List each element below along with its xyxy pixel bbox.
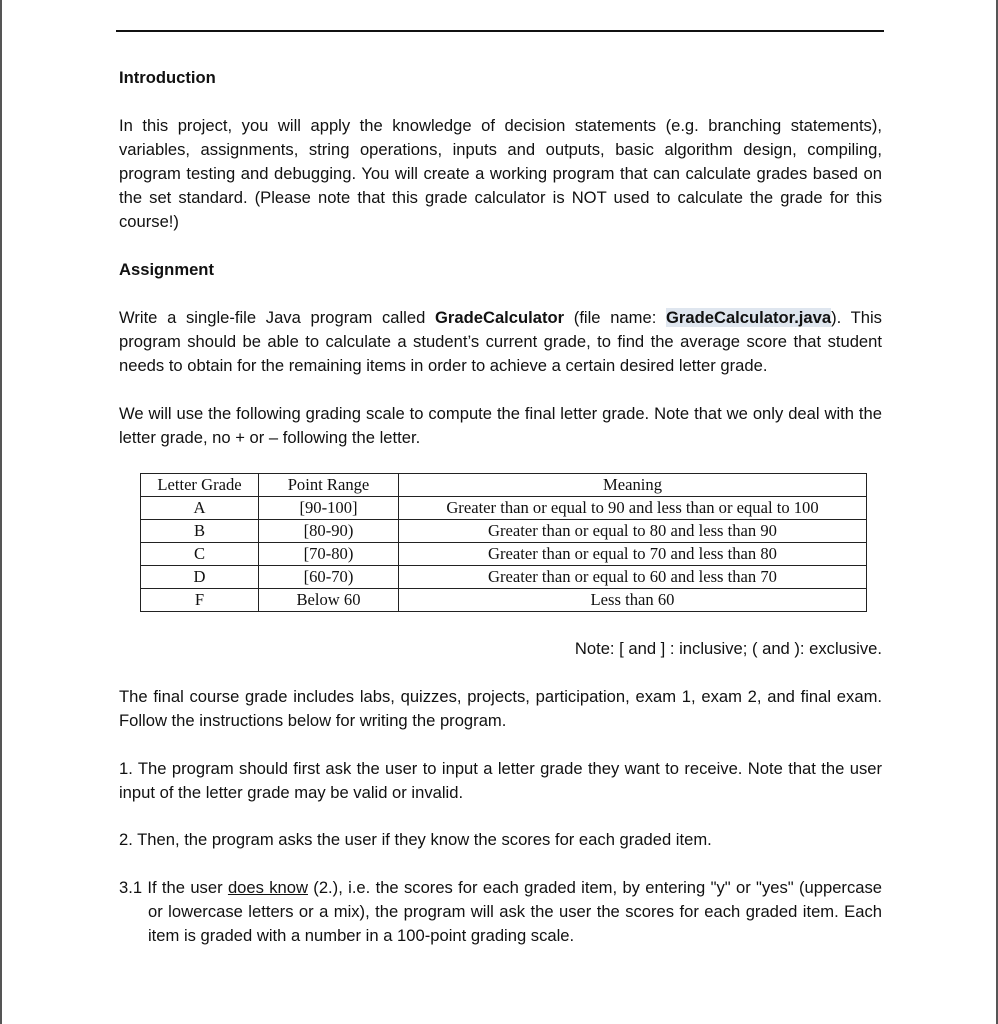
file-name: GradeCalculator.java bbox=[666, 308, 832, 327]
grading-scale-paragraph: We will use the following grading scale to compute the final letter grade. Note that we only deal with the letter grade, no + or – following the letter. bbox=[119, 404, 882, 447]
header-letter-grade: Letter Grade bbox=[141, 474, 259, 497]
header-meaning: Meaning bbox=[399, 474, 867, 497]
does-know-underlined: does know bbox=[227, 878, 308, 897]
meaning-cell: Greater than or equal to 60 and less than 70 bbox=[399, 566, 867, 589]
step-1: 1. The program should first ask the user to input a letter grade they want to receive. Note that the user input of the letter grade may be valid or invalid. bbox=[119, 759, 882, 802]
inclusive-exclusive-note: Note: [ and ] : inclusive; ( and ): exclusive. bbox=[574, 639, 882, 658]
program-name: GradeCalculator bbox=[435, 308, 565, 327]
step-3-1-rest: (2.), i.e. the scores for each graded item, by entering "y" or "yes" (uppercase or lowercase letters or a mix), the program will ask the user the scores for each graded item. Each item is graded with a number in a 100-point grading scale. bbox=[148, 878, 882, 945]
range-cell: [60-70) bbox=[259, 566, 399, 589]
table-row bbox=[141, 520, 867, 543]
meaning-cell: Greater than or equal to 90 and less than or equal to 100 bbox=[399, 497, 867, 520]
range-cell: [90-100] bbox=[259, 497, 399, 520]
final-grade-paragraph: The final course grade includes labs, quizzes, projects, participation, exam 1, exam 2, and final exam. Follow the instructions below for writing the program. bbox=[119, 687, 882, 730]
range-cell: Below 60 bbox=[259, 589, 399, 612]
letter-cell: C bbox=[141, 543, 259, 566]
step-3-1-prefix: 3.1 If the user bbox=[119, 878, 228, 897]
letter-cell: D bbox=[141, 566, 259, 589]
assignment-text-mid: (file name: bbox=[564, 308, 666, 327]
meaning-cell: Greater than or equal to 80 and less than 90 bbox=[399, 520, 867, 543]
letter-cell: A bbox=[141, 497, 259, 520]
table-row bbox=[141, 497, 867, 520]
letter-cell: F bbox=[141, 589, 259, 612]
header-point-range: Point Range bbox=[259, 474, 399, 497]
introduction-heading: Introduction bbox=[119, 68, 216, 87]
assignment-text-start: Write a single-file Java program called bbox=[119, 308, 435, 327]
table-header-row bbox=[141, 474, 867, 497]
meaning-cell: Less than 60 bbox=[399, 589, 867, 612]
step-2: 2. Then, the program asks the user if they know the scores for each graded item. bbox=[119, 830, 712, 849]
table-row bbox=[141, 566, 867, 589]
assignment-heading: Assignment bbox=[119, 260, 214, 279]
range-cell: [80-90) bbox=[259, 520, 399, 543]
step-3-1 bbox=[119, 876, 882, 948]
assignment-paragraph bbox=[119, 306, 882, 378]
top-rule bbox=[116, 30, 884, 32]
introduction-paragraph: In this project, you will apply the knowledge of decision statements (e.g. branching statements), variables, assignments, string operations, inputs and outputs, basic algorithm design, compiling, program testing and debugging. You will create a working program that can calculate grades based on the set standard. (Please note that this grade calculator is NOT used to calculate the grade for this course!) bbox=[119, 116, 882, 231]
letter-cell: B bbox=[141, 520, 259, 543]
grading-scale-table bbox=[140, 473, 867, 612]
document-content bbox=[119, 66, 882, 948]
meaning-cell: Greater than or equal to 70 and less than 80 bbox=[399, 543, 867, 566]
table-row bbox=[141, 589, 867, 612]
range-cell: [70-80) bbox=[259, 543, 399, 566]
assignment-text-end: ). This program should be able to calculate a student’s current grade, to find the average score that student needs to obtain for the remaining items in order to achieve a certain desired letter grade. bbox=[119, 308, 882, 375]
table-row bbox=[141, 543, 867, 566]
page-edge-left bbox=[0, 0, 2, 1024]
